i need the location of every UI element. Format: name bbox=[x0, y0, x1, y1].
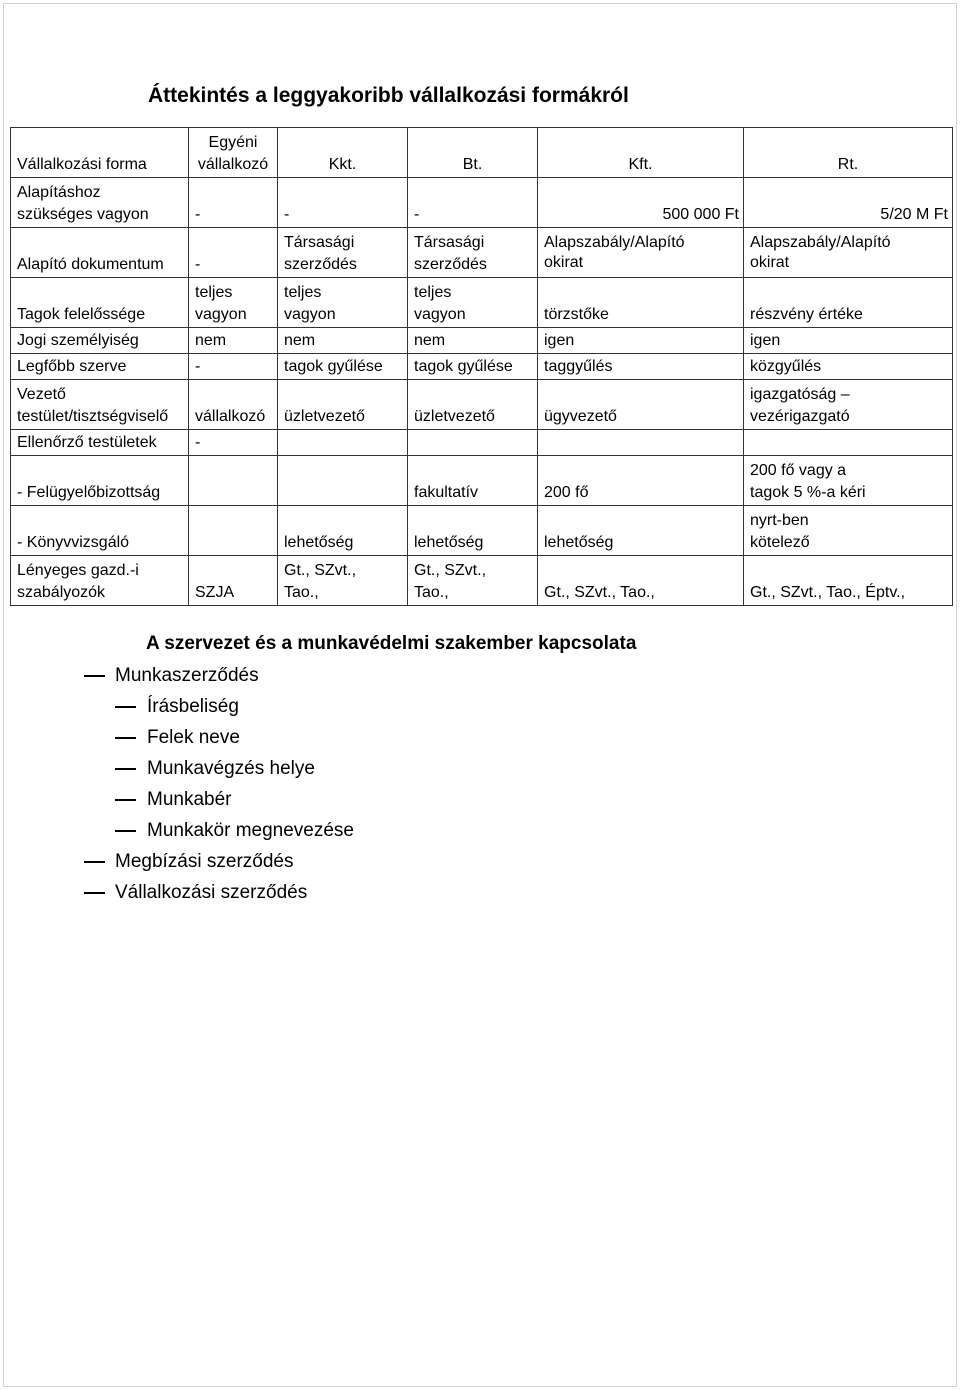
table-cell bbox=[189, 506, 278, 556]
table-cell: - bbox=[189, 430, 278, 456]
table-cell: igen bbox=[538, 328, 744, 354]
table-cell: Gt., SZvt., Tao., Éptv., bbox=[744, 556, 953, 606]
header-rt: Rt. bbox=[744, 128, 953, 178]
header-kkt: Kkt. bbox=[278, 128, 408, 178]
table-cell bbox=[189, 456, 278, 506]
section-title: A szervezet és a munkavédelmi szakember kapcsolata bbox=[146, 633, 637, 654]
dash-bullet bbox=[115, 768, 136, 770]
table-row-founding-doc bbox=[11, 228, 953, 278]
table-cell: törzstőke bbox=[538, 278, 744, 328]
table-cell: Társasági szerződés bbox=[278, 228, 408, 278]
row-label: Legfőbb szerve bbox=[11, 354, 189, 380]
row-label: - Felügyelőbizottság bbox=[11, 456, 189, 506]
table-row-header bbox=[11, 128, 953, 178]
dash-bullet bbox=[115, 706, 136, 708]
table-cell: - bbox=[189, 354, 278, 380]
table-cell: Alapszabály/Alapító okirat bbox=[744, 228, 953, 278]
table-row-supervisory bbox=[11, 456, 953, 506]
table-cell: Gt., SZvt., Tao., bbox=[278, 556, 408, 606]
header-kft: Kft. bbox=[538, 128, 744, 178]
table-cell: teljes vagyon bbox=[408, 278, 538, 328]
page-title: Áttekintés a leggyakoribb vállalkozási formákról bbox=[148, 84, 629, 107]
table-row-management bbox=[11, 380, 953, 430]
table-cell: - bbox=[189, 178, 278, 228]
table-cell: lehetőség bbox=[538, 506, 744, 556]
table-cell: - bbox=[189, 228, 278, 278]
header-sole-proprietor: Egyéni vállalkozó bbox=[189, 128, 278, 178]
row-label: Vezető testület/tisztségviselő bbox=[11, 380, 189, 430]
table-row-regulations bbox=[11, 556, 953, 606]
table-cell: fakultatív bbox=[408, 456, 538, 506]
dash-bullet bbox=[115, 830, 136, 832]
table-cell: 200 fő bbox=[538, 456, 744, 506]
row-label: Jogi személyiség bbox=[11, 328, 189, 354]
table-cell: részvény értéke bbox=[744, 278, 953, 328]
table-cell: közgyűlés bbox=[744, 354, 953, 380]
table-cell: Alapszabály/Alapító okirat bbox=[538, 228, 744, 278]
dash-bullet bbox=[84, 861, 105, 863]
table-cell bbox=[278, 430, 408, 456]
table-cell: Gt., SZvt., Tao., bbox=[538, 556, 744, 606]
table-cell: 500 000 Ft bbox=[538, 178, 744, 228]
table-cell: nem bbox=[408, 328, 538, 354]
header-label: Vállalkozási forma bbox=[11, 128, 189, 178]
table-cell: vállalkozó bbox=[189, 380, 278, 430]
table-cell: - bbox=[278, 178, 408, 228]
table-row-supreme-body bbox=[11, 354, 953, 380]
table-cell: nem bbox=[189, 328, 278, 354]
business-forms-table bbox=[10, 127, 953, 606]
table-row-liability bbox=[11, 278, 953, 328]
table-cell: lehetőség bbox=[408, 506, 538, 556]
table-cell: teljes vagyon bbox=[189, 278, 278, 328]
dash-bullet bbox=[115, 737, 136, 739]
table-cell: nem bbox=[278, 328, 408, 354]
table-cell bbox=[408, 430, 538, 456]
table-cell bbox=[538, 430, 744, 456]
header-bt: Bt. bbox=[408, 128, 538, 178]
table-cell: Társasági szerződés bbox=[408, 228, 538, 278]
table-row-capital bbox=[11, 178, 953, 228]
row-label: Alapító dokumentum bbox=[11, 228, 189, 278]
table-row-control-bodies bbox=[11, 430, 953, 456]
table-cell: igazgatóság – vezérigazgató bbox=[744, 380, 953, 430]
table-cell: 5/20 M Ft bbox=[744, 178, 953, 228]
table-cell bbox=[744, 430, 953, 456]
table-cell: taggyűlés bbox=[538, 354, 744, 380]
table-cell: üzletvezető bbox=[408, 380, 538, 430]
dash-bullet bbox=[115, 799, 136, 801]
row-label: Alapításhoz szükséges vagyon bbox=[11, 178, 189, 228]
table-cell: 200 fő vagy a tagok 5 %-a kéri bbox=[744, 456, 953, 506]
table-cell: lehetőség bbox=[278, 506, 408, 556]
dash-bullet bbox=[84, 675, 105, 677]
row-label: Lényeges gazd.-i szabályozók bbox=[11, 556, 189, 606]
row-label: - Könyvvizsgáló bbox=[11, 506, 189, 556]
table-cell bbox=[278, 456, 408, 506]
table-cell: Gt., SZvt., Tao., bbox=[408, 556, 538, 606]
table-row-legal-person bbox=[11, 328, 953, 354]
dash-bullet bbox=[84, 892, 105, 894]
table-cell: ügyvezető bbox=[538, 380, 744, 430]
table-cell: tagok gyűlése bbox=[408, 354, 538, 380]
table-cell: SZJA bbox=[189, 556, 278, 606]
table-cell: tagok gyűlése bbox=[278, 354, 408, 380]
table-cell: - bbox=[408, 178, 538, 228]
table-cell: igen bbox=[744, 328, 953, 354]
table-cell: teljes vagyon bbox=[278, 278, 408, 328]
row-label: Ellenőrző testületek bbox=[11, 430, 189, 456]
table-cell: nyrt-ben kötelező bbox=[744, 506, 953, 556]
row-label: Tagok felelőssége bbox=[11, 278, 189, 328]
table-row-auditor bbox=[11, 506, 953, 556]
table-cell: üzletvezető bbox=[278, 380, 408, 430]
